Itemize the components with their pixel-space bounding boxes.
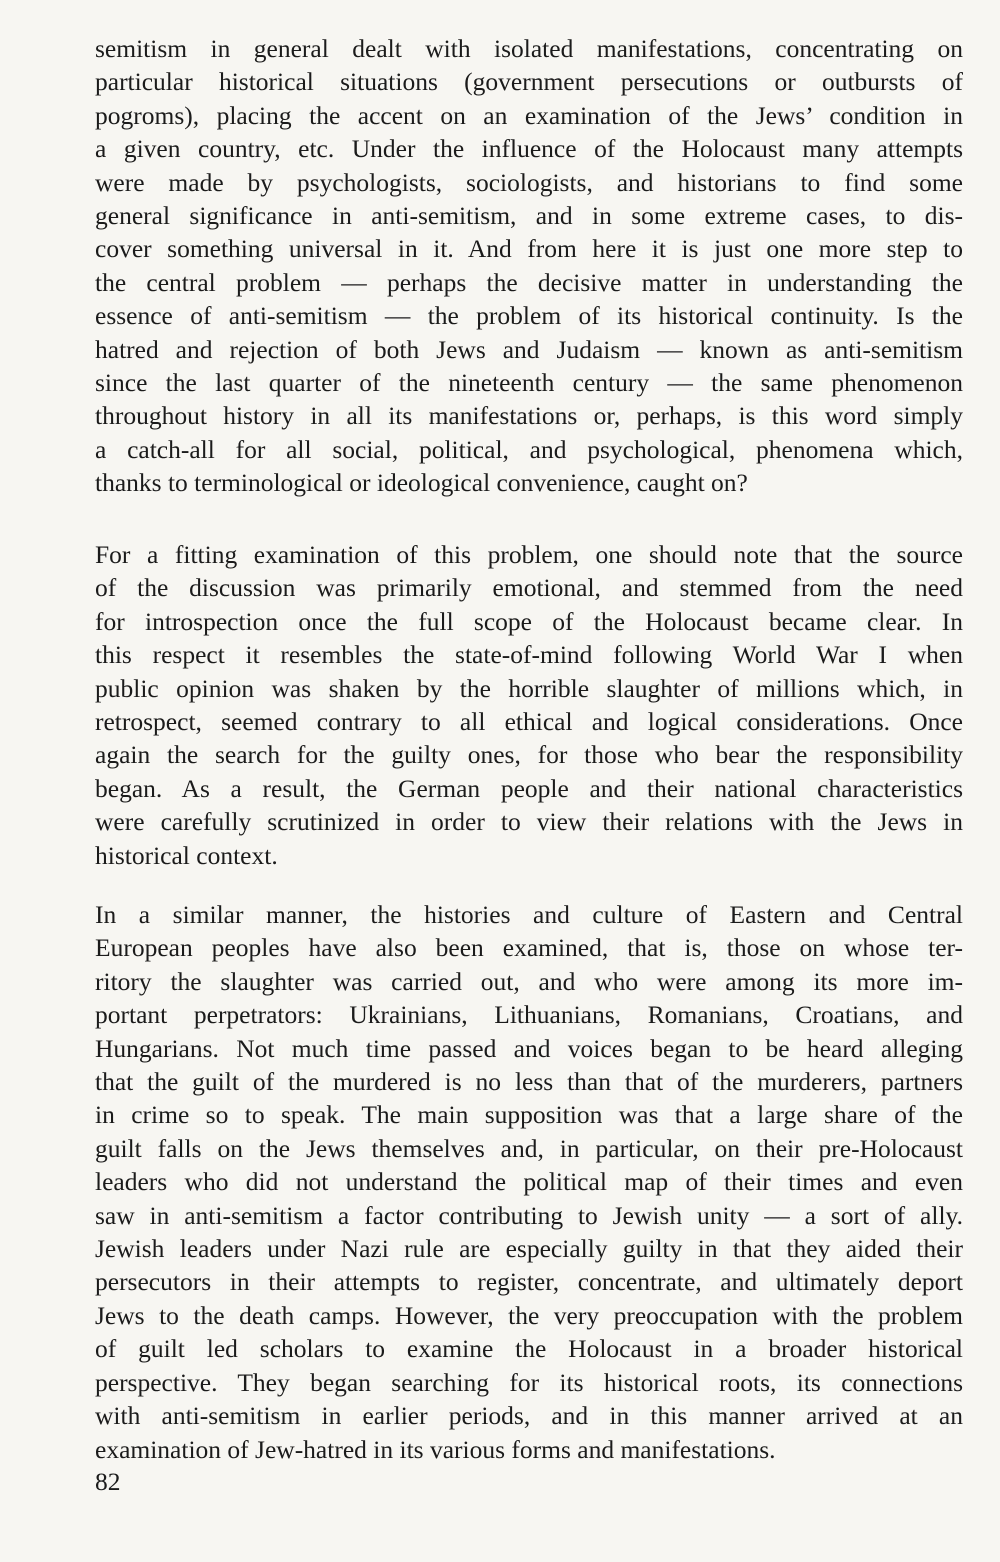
page-number: 82 (95, 1467, 121, 1496)
text-line: of the discussion was primarily emotional, and stemmed from the need (95, 573, 963, 603)
text-line: Jewish leaders under Nazi rule are especially guilty in that they aided their (95, 1234, 963, 1264)
text-line: persecutors in their attempts to register, concentrate, and ultimately deport (95, 1267, 963, 1297)
text-line: public opinion was shaken by the horrible slaughter of millions which, in (95, 673, 963, 703)
text-line: For a fitting examination of this problem, one should note that the source (95, 540, 963, 569)
text-line: Hungarians. Not much time passed and voices began to be heard alleging (95, 1033, 963, 1063)
text-line: the central problem — perhaps the decisive matter in understanding the (95, 267, 963, 297)
text-line: hatred and rejection of both Jews and Judaism — known as anti-semitism (95, 334, 963, 364)
text-line: portant perpetrators: Ukrainians, Lithuanians, Romanians, Croatians, and (95, 1000, 963, 1030)
text-line: since the last quarter of the nineteenth century — the same phenomenon (95, 368, 963, 398)
text-line: of guilt led scholars to examine the Holocaust in a broader historical (95, 1334, 963, 1364)
body-paragraph-1 (95, 32, 963, 500)
text-line: thanks to terminological or ideological convenience, caught on? (95, 468, 748, 498)
text-line: ritory the slaughter was carried out, and who were among its more im- (95, 966, 963, 996)
text-line: a given country, etc. Under the influence of the Holocaust many attempts (95, 134, 963, 164)
text-line: In a similar manner, the histories and culture of Eastern and Central (95, 900, 963, 929)
text-line: examination of Jew-hatred in its various forms and manifestations. (95, 1434, 776, 1464)
text-line: particular historical situations (government persecutions or outbursts of (95, 67, 963, 97)
text-line: again the search for the guilty ones, for those who bear the responsibility (95, 740, 963, 770)
text-line: with anti-semitism in earlier periods, and in this manner arrived at an (95, 1401, 963, 1431)
text-line: saw in anti-semitism a factor contributing to Jewish unity — a sort of ally. (95, 1200, 963, 1230)
text-line: cover something universal in it. And from here it is just one more step to (95, 234, 963, 264)
text-line: began. As a result, the German people and their national characteristics (95, 773, 963, 803)
text-line: that the guilt of the murdered is no less than that of the murderers, partners (95, 1067, 963, 1097)
text-line: were made by psychologists, sociologists, and historians to find some (95, 167, 963, 197)
text-line: general significance in anti-semitism, and in some extreme cases, to dis- (95, 201, 963, 231)
text-line: a catch-all for all social, political, and psychological, phenomena which, (95, 434, 963, 464)
text-line: Jews to the death camps. However, the very preoccupation with the problem (95, 1300, 963, 1330)
text-line: for introspection once the full scope of the Holocaust became clear. In (95, 606, 963, 636)
text-line: throughout history in all its manifestations or, perhaps, is this word simply (95, 401, 963, 431)
text-line: leaders who did not understand the political map of their times and even (95, 1167, 963, 1197)
text-line: were carefully scrutinized in order to view their relations with the Jews in (95, 807, 963, 837)
text-line: this respect it resembles the state-of-mind following World War I when (95, 640, 963, 670)
text-line: perspective. They began searching for its historical roots, its connections (95, 1367, 963, 1397)
text-line: European peoples have also been examined, that is, those on whose ter- (95, 933, 963, 963)
text-line: essence of anti-semitism — the problem of its historical continuity. Is the (95, 301, 963, 331)
text-line: semitism in general dealt with isolated manifestations, concentrating on (95, 34, 963, 63)
text-line: in crime so to speak. The main supposition was that a large share of the (95, 1100, 963, 1130)
text-line: retrospect, seemed contrary to all ethical and logical considerations. Once (95, 707, 963, 737)
text-line: pogroms), placing the accent on an examination of the Jews’ condition in (95, 100, 963, 130)
body-paragraph-2 (95, 538, 963, 872)
body-paragraph-3 (95, 898, 963, 1466)
text-line: historical context. (95, 840, 278, 870)
text-line: guilt falls on the Jews themselves and, in particular, on their pre-Holocaust (95, 1133, 963, 1163)
